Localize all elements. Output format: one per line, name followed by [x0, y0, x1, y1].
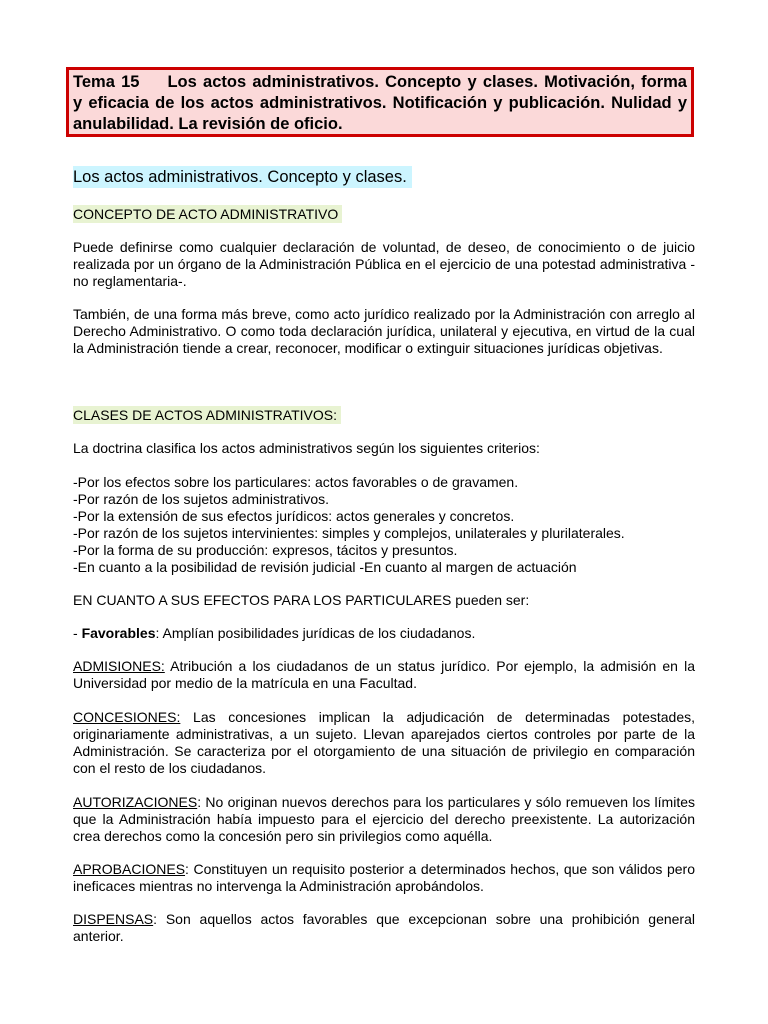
aprobaciones-paragraph — [73, 861, 695, 895]
admisiones-term: ADMISIONES: — [73, 658, 165, 674]
favorables-prefix: - — [73, 625, 82, 641]
clases-intro: La doctrina clasifica los actos administrativos según los siguientes criterios: — [73, 440, 540, 456]
dispensas-text: : Son aquellos actos favorables que excepcionan sobre una prohibición general anterior. — [73, 911, 695, 944]
admisiones-text: Atribución a los ciudadanos de un status jurídico. Por ejemplo, la admisión en la Universidad por medio de la matrícula en una Facultad. — [73, 658, 695, 691]
list-item: -En cuanto a la posibilidad de revisión judicial -En cuanto al margen de actuación — [73, 559, 577, 575]
list-item: -Por la forma de su producción: expresos, tácitos y presuntos. — [73, 542, 458, 558]
topic-number: Tema 15 — [73, 73, 140, 91]
list-item: -Por la extensión de sus efectos jurídicos: actos generales y concretos. — [73, 508, 515, 524]
efectos-intro: EN CUANTO A SUS EFECTOS PARA LOS PARTICULARES pueden ser: — [73, 592, 530, 608]
list-item: -Por razón de los sujetos administrativos. — [73, 491, 329, 507]
concesiones-paragraph — [73, 709, 695, 777]
dispensas-paragraph — [73, 911, 695, 945]
favorables-term: Favorables — [81, 625, 156, 641]
favorables-paragraph — [73, 625, 695, 642]
autorizaciones-paragraph — [73, 794, 695, 845]
concepto-heading: CONCEPTO DE ACTO ADMINISTRATIVO — [73, 205, 342, 223]
concesiones-text: Las concesiones implican la adjudicación de determinadas potestades, originariamente administrativas, a un sujeto. Llevan aparejados ciertos controles por parte de la Administración. Se caracteriza por el otorgamiento de una situación de privilegio en comparación con el resto de los ciudadanos. — [73, 709, 695, 776]
dispensas-term: DISPENSAS — [73, 911, 154, 927]
aprobaciones-term: APROBACIONES — [73, 861, 186, 877]
admisiones-paragraph — [73, 658, 695, 692]
autorizaciones-term: AUTORIZACIONES — [73, 794, 198, 810]
criterios-list — [73, 474, 695, 576]
aprobaciones-text: : Constituyen un requisito posterior a determinados hechos, que son válidos pero ineficaces mientras no intervenga la Administración aprobándolos. — [73, 861, 695, 894]
topic-title-text: Los actos administrativos. Concepto y clases. Motivación, forma y eficacia de los actos administrativos. Notificación y publicación. Nulidad y anulabilidad. La revisión de oficio. — [73, 73, 687, 133]
favorables-text: : Amplían posibilidades jurídicas de los ciudadanos. — [155, 625, 476, 641]
concepto-paragraph-2: También, de una forma más breve, como acto jurídico realizado por la Administración con arreglo al Derecho Administrativo. O como toda declaración jurídica, unilateral y ejecutiva, en virtud de la cual la Administración tiende a crear, reconocer, modificar o extinguir situaciones jurídicas objetivas. — [73, 306, 695, 356]
concepto-paragraph-1: Puede definirse como cualquier declaración de voluntad, de deseo, de conocimiento o de juicio realizada por un órgano de la Administración Pública en el ejercicio de una potestad administrativa -no reglamentaria-. — [73, 239, 695, 289]
section-heading: Los actos administrativos. Concepto y clases. — [73, 166, 412, 188]
list-item: -Por razón de los sujetos intervinientes: simples y complejos, unilaterales y plurilaterales. — [73, 525, 625, 541]
list-item: -Por los efectos sobre los particulares: actos favorables o de gravamen. — [73, 474, 519, 490]
concesiones-term: CONCESIONES: — [73, 709, 181, 725]
topic-title-box — [66, 67, 694, 137]
clases-heading: CLASES DE ACTOS ADMINISTRATIVOS: — [73, 406, 341, 424]
autorizaciones-text: : No originan nuevos derechos para los particulares y sólo remueven los límites que la Administración había impuesto para el ejercicio del derecho preexistente. La autorización crea derechos como la concesión pero sin privilegios como aquélla. — [73, 794, 695, 844]
